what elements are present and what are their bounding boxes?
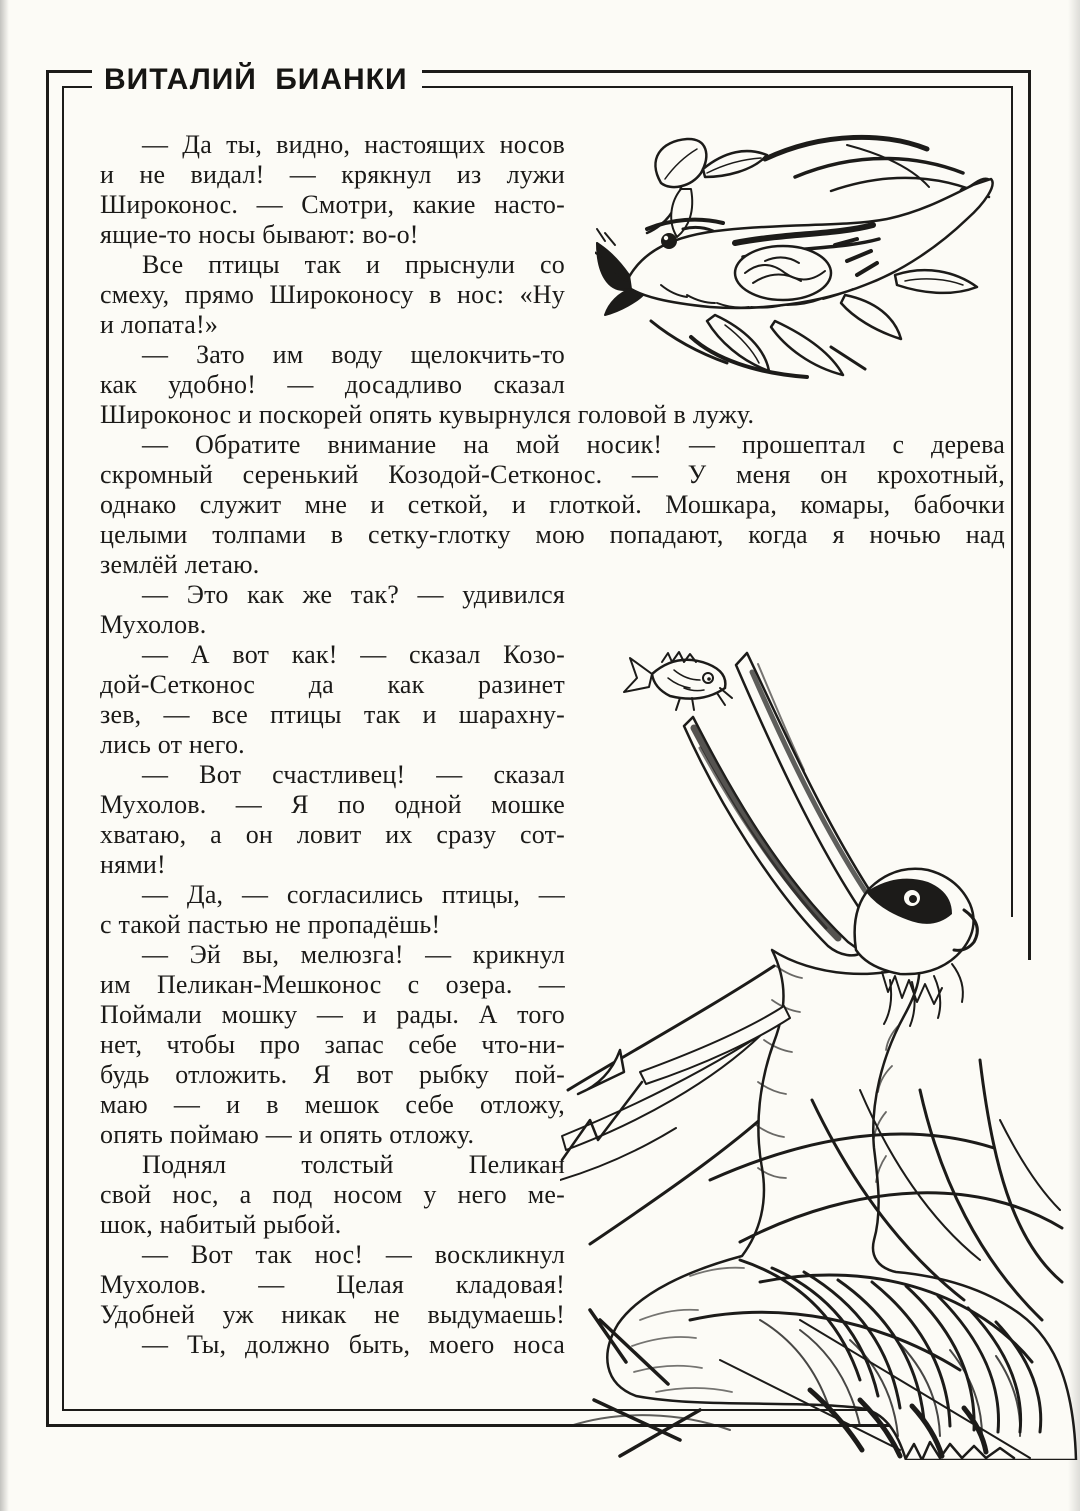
text-line: с такой пастью не пропадёшь! [100, 910, 441, 939]
text-line: и лопата!» [100, 310, 219, 339]
text-line: маю — и в мешок себе отложу, [100, 1090, 565, 1119]
text-line: — Да ты, видно, настоящих носов [142, 130, 565, 159]
text-line: однако служит мне и сеткой, и глоткой. Мошкара, комары, бабочки [100, 490, 1005, 519]
text-line: Мухолов. [100, 610, 207, 639]
text-column-bottom-narrow [100, 580, 565, 1360]
frame-outer-left [46, 70, 49, 1427]
scan-edge-left [0, 0, 9, 1511]
text-line: скромный серенький Козодой-Сетконос. — У меня он крохотный, [100, 460, 1005, 489]
text-line: ящие-то носы бывают: во-о! [100, 220, 419, 249]
text-line: шок, набитый рыбой. [100, 1210, 342, 1239]
text-line: Широконос и поскорей опять кувырнулся головой в лужу. [100, 400, 755, 429]
text-line: Мухолов. — Целая кладовая! [100, 1270, 565, 1299]
text-line: целыми толпами в сетку-глотку мою попадают, когда я ночью над [100, 520, 1005, 549]
text-line: — А вот как! — сказал Козо- [142, 640, 565, 669]
text-line: дой-Сетконос да как разинет [100, 670, 565, 699]
text-line: — Да, — согласились птицы, — [142, 880, 565, 909]
text-line: смеху, прямо Широконосу в нос: «Ну [100, 280, 565, 309]
text-line: — Это как же так? — удивился [142, 580, 565, 609]
text-line: Поднял толстый Пеликан [142, 1150, 565, 1179]
text-line: — Обратите внимание на мой носик! — прошептал с дерева [142, 430, 1005, 459]
text-line: — Эй вы, мелюзга! — крикнул [142, 940, 565, 969]
text-line: нями! [100, 850, 166, 879]
text-line: Мухолов. — Я по одной мошке [100, 790, 565, 819]
text-line: Все птицы так и прыснули со [142, 250, 565, 279]
text-line: — Вот так нос! — воскликнул [142, 1240, 565, 1269]
pelican-illustration [560, 620, 1080, 1460]
text-line: зев, — все птицы так и шарахну- [100, 700, 565, 729]
text-column-top-narrow [100, 130, 565, 400]
text-line: — Зато им воду щелокчить-то [142, 340, 565, 369]
text-line: Широконос. — Смотри, какие насто- [100, 190, 565, 219]
text-line: — Ты, должно быть, моего носа [142, 1330, 565, 1359]
text-line: будь отложить. Я вот рыбку пой- [100, 1060, 565, 1089]
nightjar-illustration [595, 125, 1015, 390]
text-line: им Пеликан-Мешконос с озера. — [100, 970, 565, 999]
text-line: Удобней уж никак не выдумаешь! [100, 1300, 565, 1329]
text-line: опять поймаю — и опять отложу. [100, 1120, 475, 1149]
text-line: нет, чтобы про запас себе что-ни- [100, 1030, 565, 1059]
text-line: и не видал! — крякнул из лужи [100, 160, 565, 189]
text-line: хватаю, а он ловит их сразу сот- [100, 820, 565, 849]
text-line: лись от него. [100, 730, 245, 759]
text-line: Поймали мошку — и рады. А того [100, 1000, 565, 1029]
author-header: ВИТАЛИЙ БИАНКИ [92, 56, 422, 104]
text-line: как удобно! — досадливо сказал [100, 370, 565, 399]
text-line: землёй летаю. [100, 550, 260, 579]
text-line: — Вот счастливец! — сказал [142, 760, 565, 789]
frame-inner-left [62, 86, 64, 1411]
text-line: свой нос, а под носом у него ме- [100, 1180, 565, 1209]
text-block-full-width [100, 400, 1005, 580]
